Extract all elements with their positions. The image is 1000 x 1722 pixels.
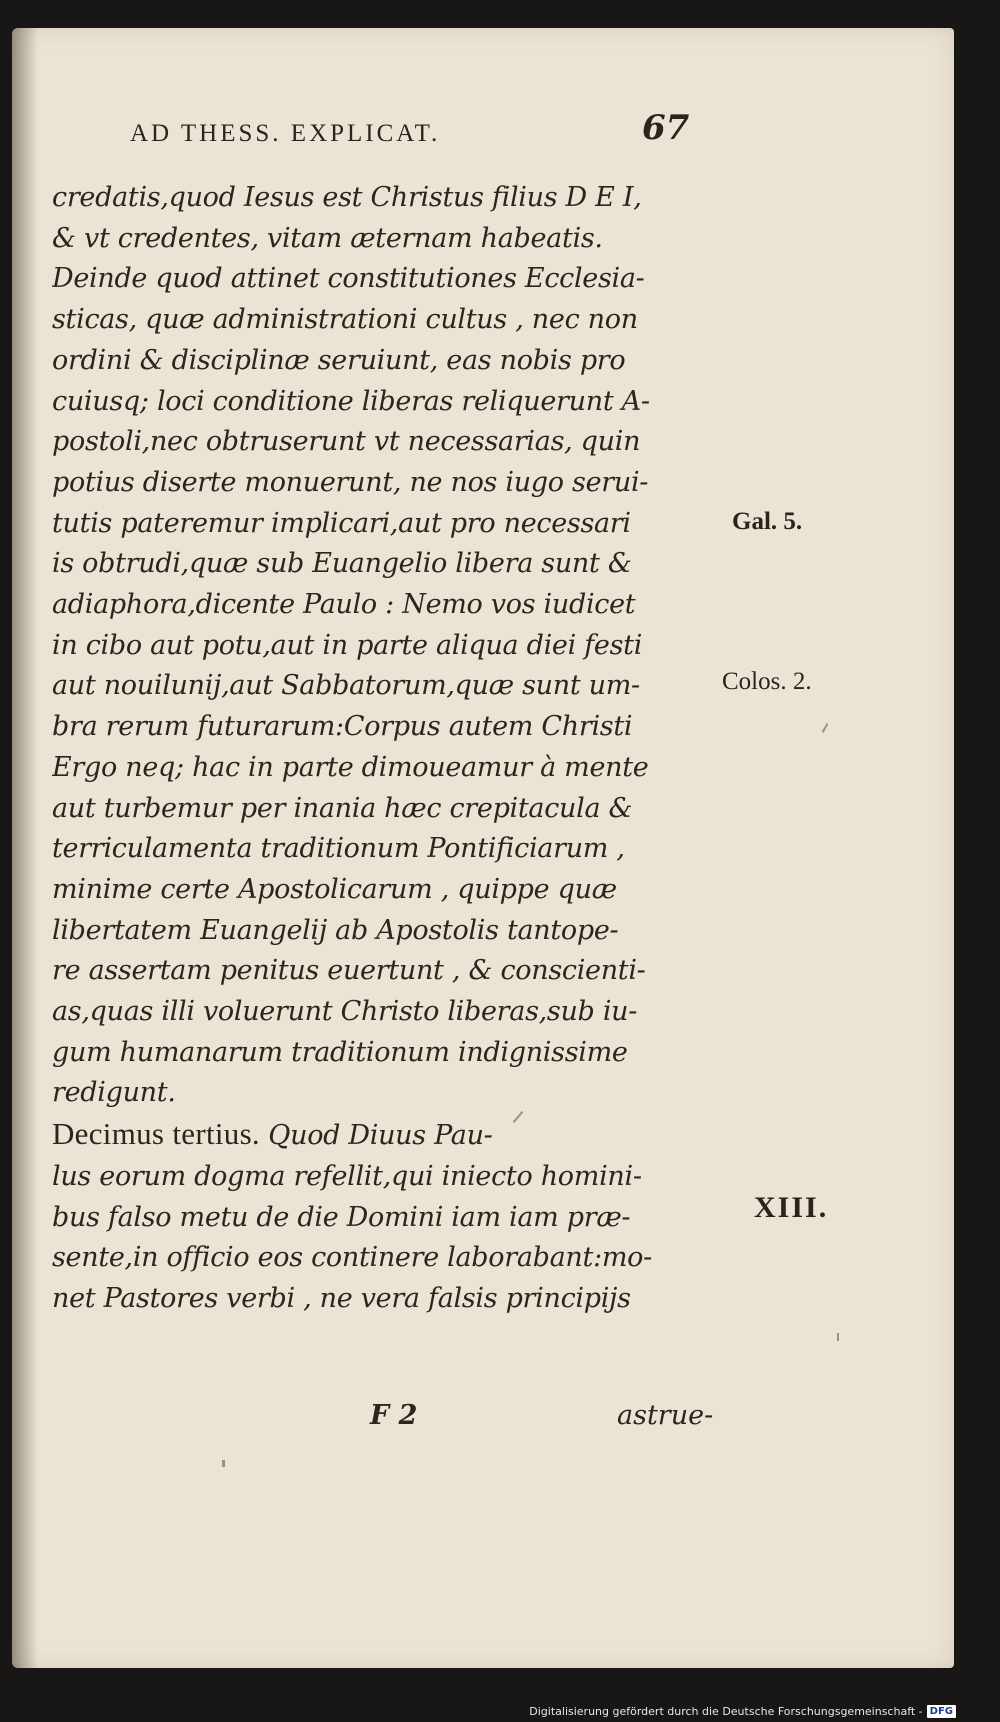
text-line: cuiusq; loci conditione liberas reliquerunt A- (52, 385, 650, 417)
text-line: in cibo aut potu,aut in parte aliqua diei festi (52, 629, 643, 661)
text-line: postoli,nec obtruserunt vt necessarias, quin (52, 426, 641, 458)
text-line: net Pastores verbi , ne vera falsis principijs (52, 1282, 631, 1314)
text-line: adiaphora,dicente Paulo : Nemo vos iudicet (52, 589, 636, 621)
text-line: terriculamenta traditionum Pontificiarum , (52, 833, 625, 865)
margin-note-colos: Colos. 2. (722, 668, 812, 695)
section-heading-line (52, 1114, 712, 1157)
margin-note-gal: Gal. 5. (732, 508, 803, 535)
section-heading-rest: Quod Diuus Pau- (259, 1120, 493, 1152)
page-number: 67 (642, 108, 690, 148)
paper-speck (822, 723, 829, 733)
section-heading: Decimus tertius. (52, 1116, 260, 1152)
text-line: tutis pateremur implicari,aut pro necessari (52, 507, 631, 539)
text-line: bra rerum futurarum:Corpus autem Christi (52, 711, 633, 743)
text-line: sticas, quæ administrationi cultus , nec non (52, 304, 638, 336)
paper-speck (222, 1460, 225, 1467)
text-line: lus eorum dogma refellit,qui iniecto homini- (52, 1160, 642, 1192)
paper-speck (837, 1333, 839, 1341)
text-line: aut turbemur per inania hæc crepitacula & (52, 792, 633, 824)
margin-note-section-number: XIII. (754, 1191, 829, 1224)
book-page (12, 28, 954, 1668)
text-line: aut nouilunij,aut Sabbatorum,quæ sunt um- (52, 670, 640, 702)
running-head: AD THESS. EXPLICAT. (130, 120, 441, 147)
signature-mark: F 2 (370, 1400, 418, 1431)
digitization-credit (529, 1705, 956, 1718)
credit-text: Digitalisierung gefördert durch die Deutsche Forschungsgemeinschaft - (529, 1705, 923, 1718)
text-line: credatis,quod Iesus est Christus filius D E I, (52, 182, 642, 213)
text-line: is obtrudi,quæ sub Euangelio libera sunt & (52, 548, 632, 580)
gutter-shadow (12, 28, 38, 1668)
text-line: bus falso metu de die Domini iam iam præ- (52, 1201, 631, 1233)
body-text (52, 178, 712, 1320)
text-line: redigunt. (52, 1077, 176, 1109)
text-line: ordini & disciplinæ seruiunt, eas nobis pro (52, 344, 626, 376)
text-line: & vt credentes, vitam æternam habeatis. (52, 222, 603, 254)
text-line: Deinde quod attinet constitutiones Ecclesia- (52, 263, 645, 295)
text-line: minime certe Apostolicarum , quippe quæ (52, 873, 617, 905)
text-line: gum humanarum traditionum indignissime (52, 1036, 628, 1068)
dfg-logo: DFG (927, 1705, 956, 1718)
text-line: libertatem Euangelij ab Apostolis tantope- (52, 914, 619, 946)
text-line: potius diserte monuerunt, ne nos iugo serui- (52, 466, 649, 498)
text-line: as,quas illi voluerunt Christo liberas,sub iu- (52, 996, 638, 1028)
text-line: re assertam penitus euertunt , & conscienti- (52, 955, 646, 987)
catchword: astrue- (617, 1400, 714, 1431)
text-line: sente,in officio eos continere laborabant:mo- (52, 1242, 652, 1274)
text-line: Ergo neq; hac in parte dimoueamur à mente (52, 751, 649, 783)
